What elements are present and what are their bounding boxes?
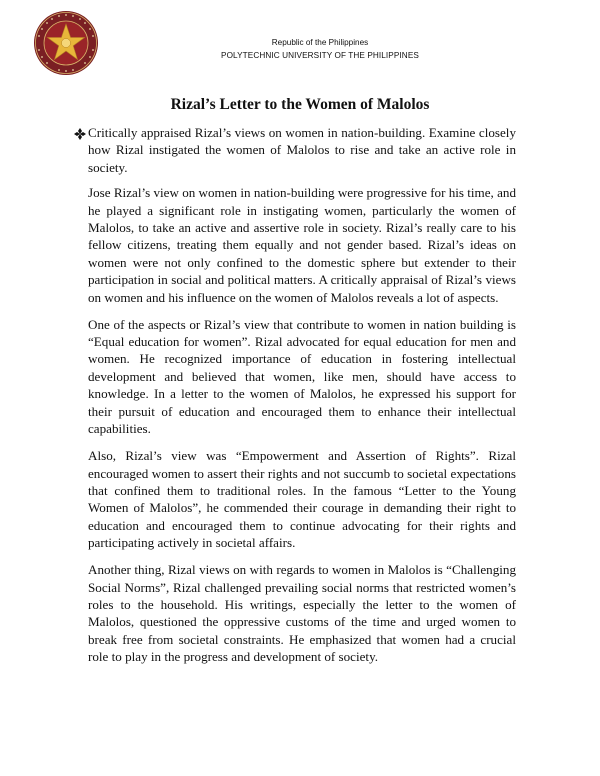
paragraph-intro: Jose Rizal’s view on women in nation-building were progressive for his time, and he played a significant role in instigating women, particularly the women of Malolos, to take an active and assertive role in society. Rizal’s really care to his fellow citizens, treating them equally and not gender based. Rizal’s ideas on women were not only confined to the domestic sphere but extender to their participation in social and political matters. A critically appraisal of Rizal’s views on women and his influence on the women of Malolos reveals a lot of aspects. — [88, 185, 517, 305]
question-text: Critically appraised Rizal’s views on women in nation-building. Examine closely how Rizal instigated the women of Malolos to rise and take an active role in society. — [88, 125, 516, 175]
pup-seal-icon — [33, 10, 99, 76]
paragraph-empowerment: Also, Rizal’s view was “Empowerment and Assertion of Rights”. Rizal encouraged women to assert their rights and not succumb to societal expectations that confined them to traditional roles. In the famous “Letter to the Young Women of Malolos”, he commended their courage in demanding their right to education and encouraged them to continue advocating for their rights and participating actively in societal affairs. — [88, 448, 516, 551]
paragraph-equal-education: One of the aspects or Rizal’s view that contribute to women in nation building is “Equal education for women”. Rizal advocated for equal education for men and women. He recognized importance of education in fostering intellectual development and believed that women, like men, should have access to knowledge. In a letter to the women of Malolos, he expressed his support for their pursuit of education and encouraged them to enhance their intellectual capabilities. — [88, 316, 516, 437]
header-republic: Republic of the Philippines — [271, 38, 369, 47]
paragraph-social-norms: Another thing, Rizal views on with regards to women in Malolos is “Challenging Social Norms”, Rizal challenged prevailing social norms that restricted women’s roles to the household. His writings, especially the letter to the women of Malolos, questioned the oppressive customs of the time and urged women to break free from societal constraints. He emphasized that women had a crucial role to play in the progress and development of society. — [88, 562, 516, 665]
question-bullet — [88, 124, 516, 176]
diamond-bullet-icon — [74, 127, 86, 139]
document-title: Rizal’s Letter to the Women of Malolos — [170, 96, 430, 113]
letterhead — [150, 36, 490, 62]
header-university: POLYTECHNIC UNIVERSITY OF THE PHILIPPINES — [221, 51, 419, 60]
document-body — [88, 124, 516, 675]
